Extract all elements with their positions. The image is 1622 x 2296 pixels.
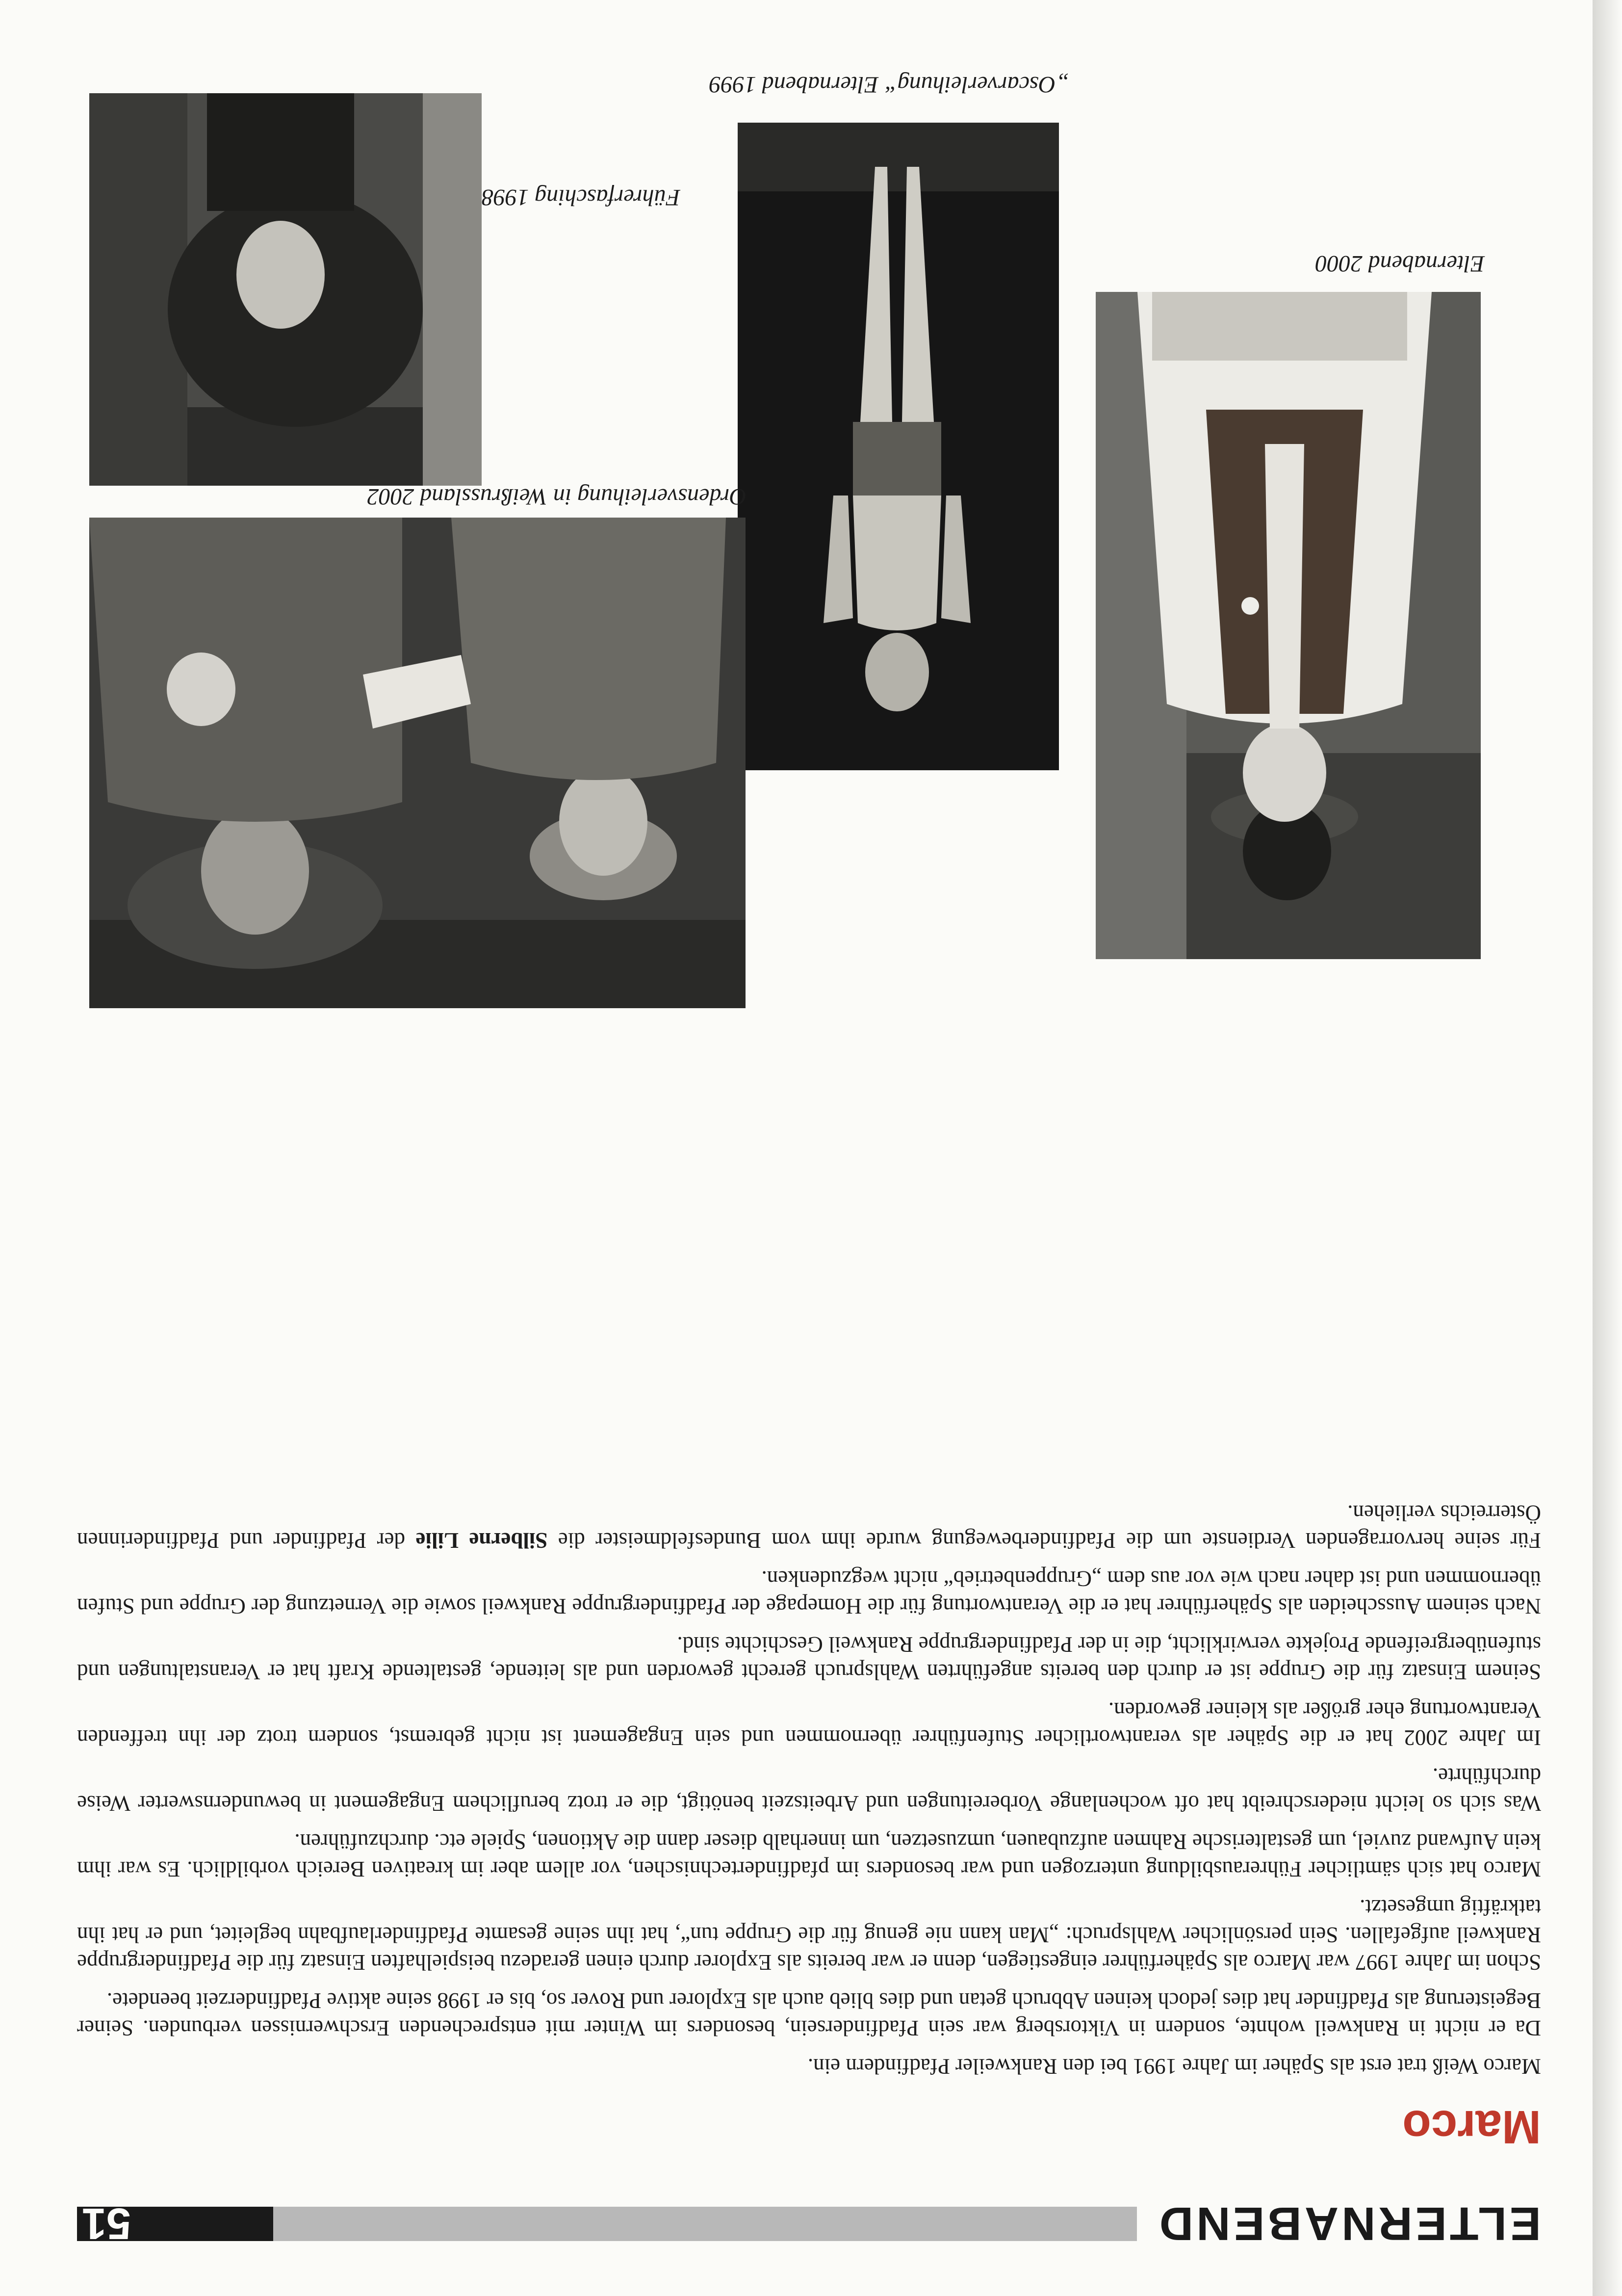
article-title: Marco: [1402, 2101, 1541, 2153]
award-name: Silberne Lilie: [415, 1528, 548, 1553]
photo-ordensverleihung-2002: [89, 518, 746, 1008]
caption-fuehrerfasching-1998: Führerfasching 1998: [482, 184, 680, 210]
paragraph: Schon im Jahre 1997 war Marco als Späherführer eingestiegen, denn er war bereits als Explorer durch einen geradezu beispielhaften Einsatz für die Pfadfindergruppe Rankweil aufgefallen. Sein persönlicher Wahlspruch: „Man kann nie genug für die Gruppe tun“, hat ihn seine gesamte Pfadfinderlaufbahn begleitet, und er hat ihn tatkräftig umgesetzt.: [77, 1895, 1541, 1975]
page-header: [77, 2197, 1541, 2250]
paragraph: Was sich so leicht niederschreibt hat oft wochenlange Vorbereitungen und Arbeitszeit benötigt, die er trotz beruflichem Engagement in bewundernswerter Weise durchführte.: [77, 1764, 1541, 1816]
paragraph: Nach seinem Ausscheiden als Späherführer hat er die Verantwortung für die Homepage der Pfadfindergruppe Rankweil sowie die Vernetzung der Gruppe und Stufen übernommen und ist daher nach wie vor aus dem „Gruppenbetrieb“ nicht wegzudenken.: [77, 1566, 1541, 1618]
award-text-after: der Pfadfinder und Pfadfinderinnen Österreichs verliehen.: [77, 1501, 1541, 1553]
paragraph: Im Jahre 2002 hat er die Späher als verantwortlicher Stufenführer übernommen und sein Engagement ist nicht gebremst, sondern trotz der ihn treffenden Verantwortung eher größer als kleiner geworden.: [77, 1698, 1541, 1750]
paragraph: Seinem Einsatz für die Gruppe ist er durch den bereits angeführten Wahlspruch gerecht geworden und als leitende, gestaltende Kraft hat er Veranstaltungen und stufenübergreifende Projekte verwirklicht, die in der Pfadfindergruppe Rankweil Geschichte sind.: [77, 1632, 1541, 1684]
photo-fuehrerfasching-1998: [89, 93, 482, 486]
photo-oscarverleihung-1999-image: [738, 123, 1059, 770]
award-text-before: Für seine hervorragenden Verdienste um die Pfadfinderbewegung wurde ihm vom Bundesfeldmeister die: [547, 1528, 1541, 1553]
photo-ordensverleihung-2002-image: [89, 518, 746, 1008]
photo-fuehrerfasching-1998-image: [89, 93, 482, 486]
photo-elternabend-2000: [1096, 292, 1481, 959]
award-paragraph: [77, 1499, 1541, 1554]
paragraph: Marco Weiß trat erst als Späher im Jahre 1991 bei den Rankweiler Pfadfindern ein.: [807, 2054, 1541, 2079]
caption-elternabend-2000: Elternabend 2000: [1315, 251, 1485, 277]
photo-oscarverleihung-1999: [738, 123, 1059, 770]
page-number: 51: [77, 2207, 273, 2241]
photo-elternabend-2000-image: [1096, 292, 1481, 959]
caption-oscarverleihung-1999: „Oscarverleihung“ Elternabend 1999: [709, 72, 1069, 98]
binding-gutter-shadow: [1593, 0, 1622, 2296]
paragraph: Marco hat sich sämtlicher Führerausbildung unterzogen und war besonders im pfadfindertechnischen, vor allem aber im kreativen Bereich vorbildlich. Es war ihm kein Aufwand zuviel, um gestalterische Rahmen aufzubauen, umzusetzen, um innerhalb dieser dann die Aktionen, Spiele etc. durchzuführen.: [77, 1829, 1541, 1881]
section-title: ELTERNABEND: [1137, 2200, 1541, 2247]
article-body: [77, 1499, 1541, 2080]
paragraph: Da er nicht in Rankweil wohnte, sondern in Viktorsberg war sein Pfadfindersein, besonders im Winter mit entsprechenden Erschwernissen verbunden. Seiner Begeisterung als Pfadfinder hat dies jedoch keinen Abbruch getan und dies blieb auch als Explorer und Rover so, bis er 1998 seine aktive Pfadfinderzeit beendete.: [77, 1988, 1541, 2040]
caption-ordensverleihung-2002: Ordensverleihung in Weißrussland 2002: [367, 484, 747, 510]
